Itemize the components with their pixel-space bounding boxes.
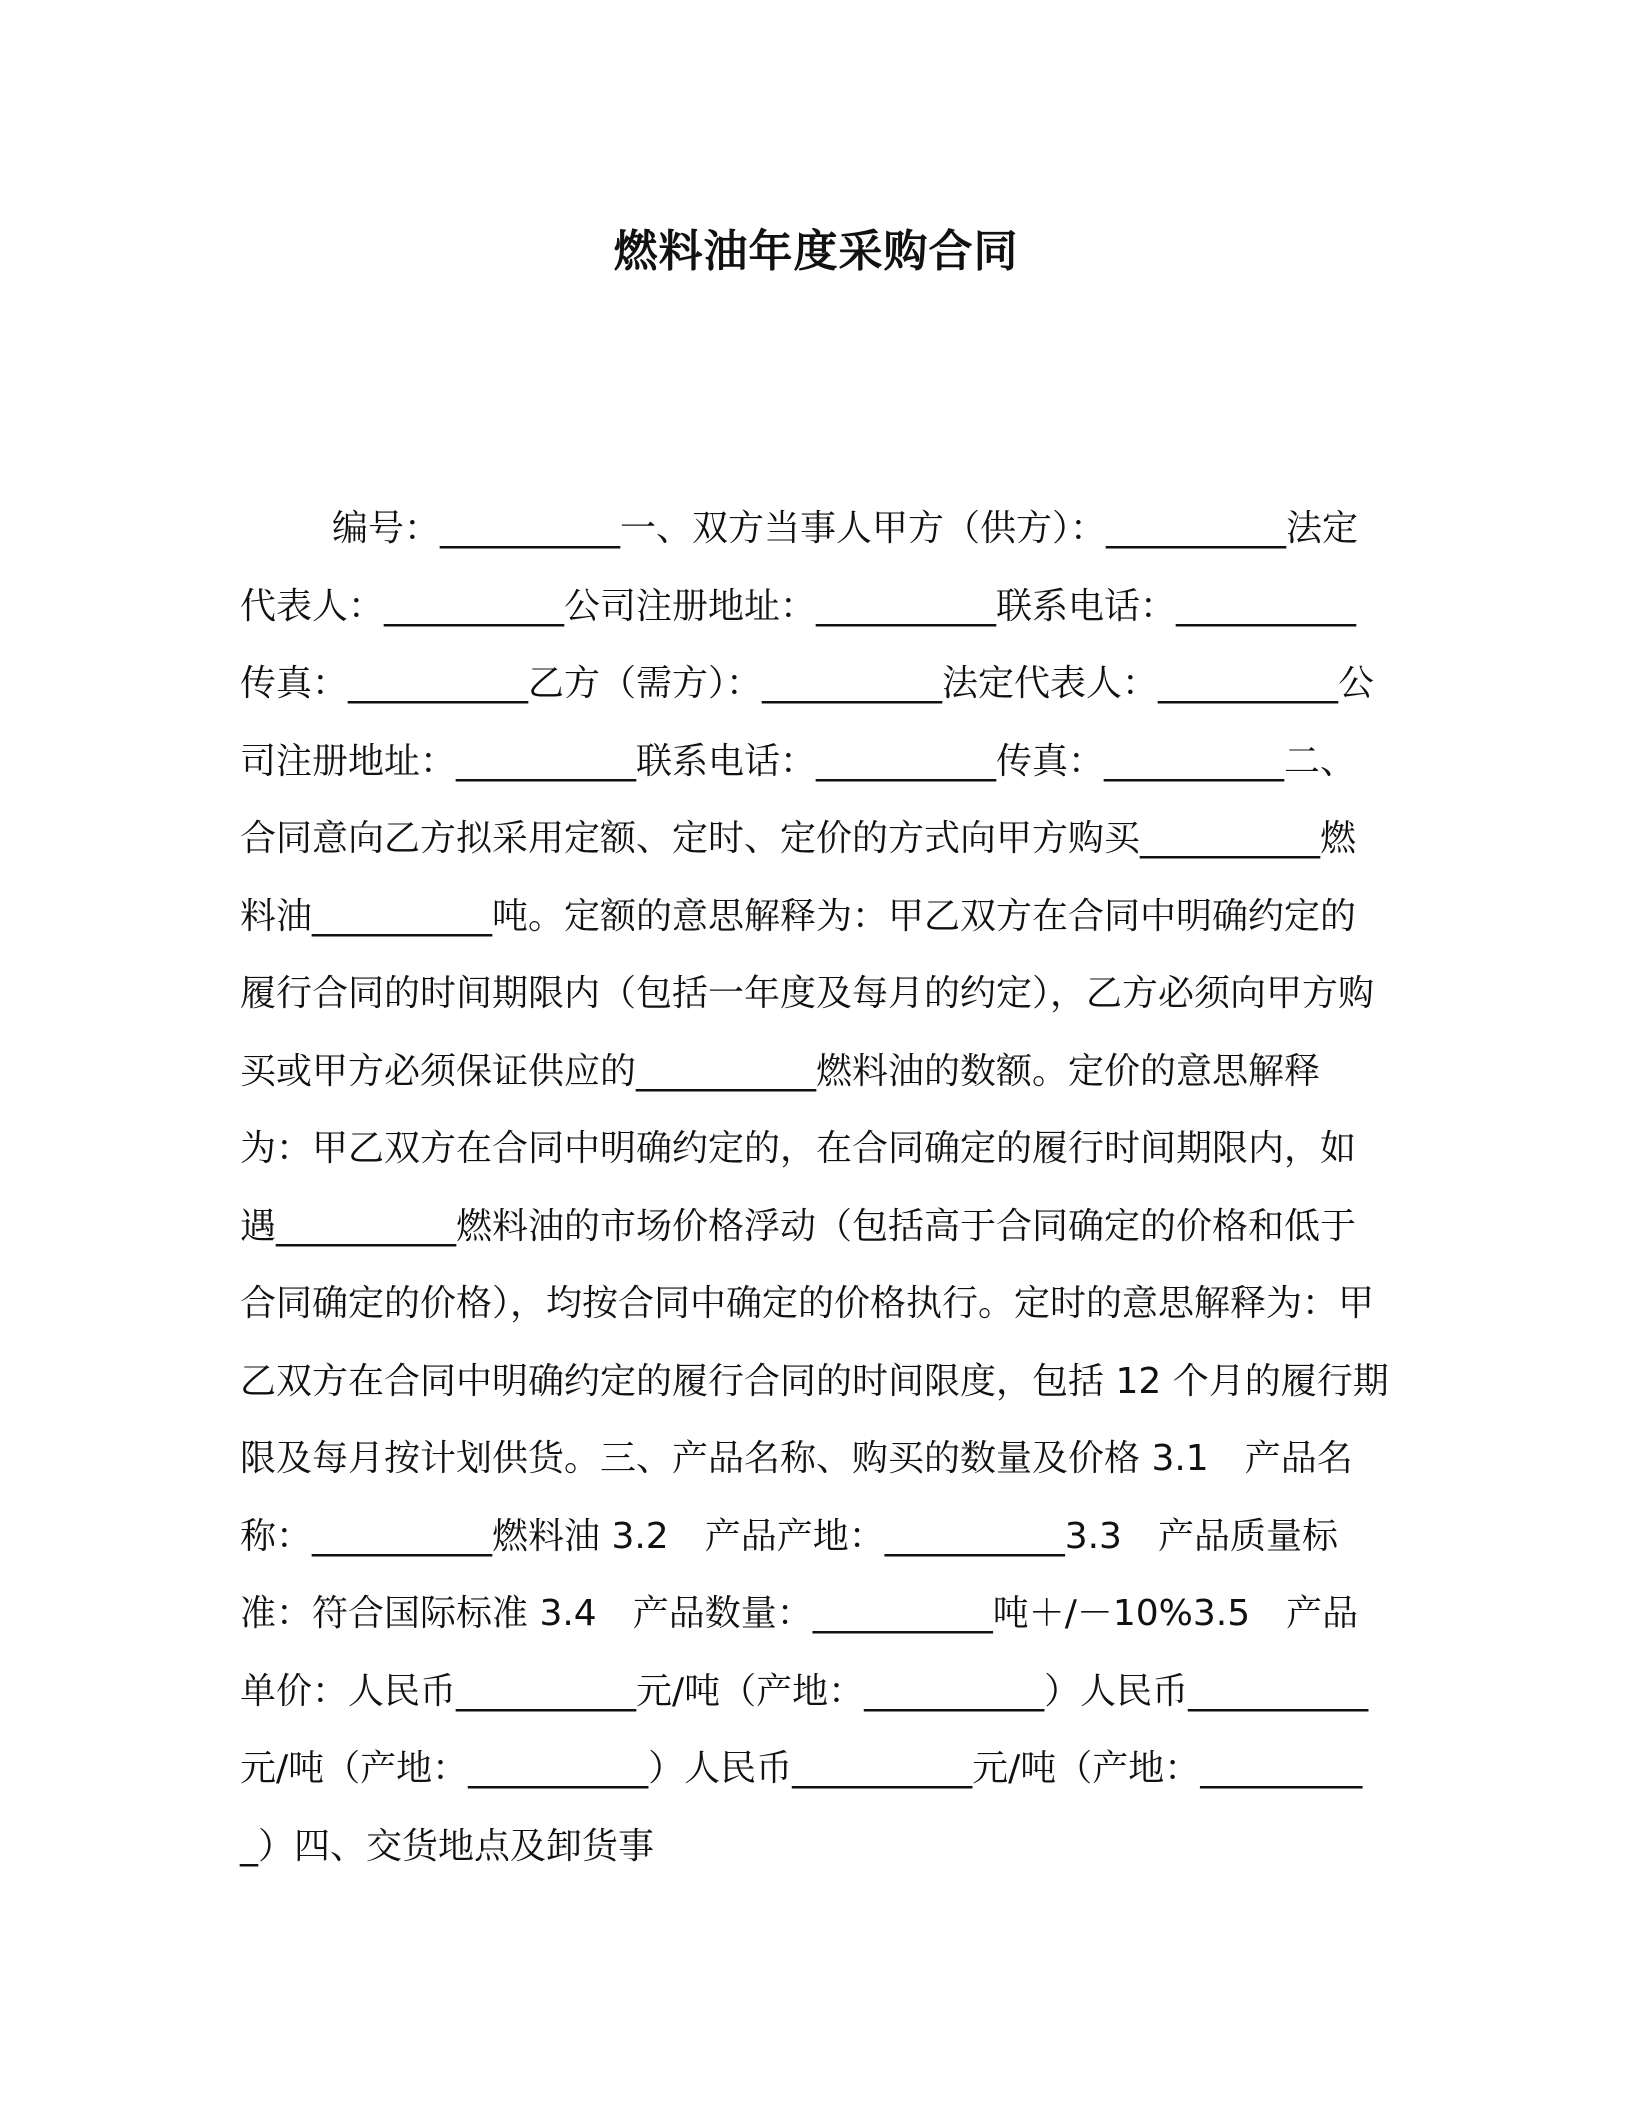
- contract-body-text: 编号：__________一、双方当事人甲方（供方）：__________法定代表人：__________公司注册地址：__________联系电话：__________传真：__________乙方（需方）：__________法定代表人：__________公司注册地址：__________联系电话：__________传真：__________二、合同意向乙方拟采用定额、定时、定价的方式向甲方购买__________燃料油__________吨。定额的意思解释为：甲乙双方在合同中明确约定的履行合同的时间期限内（包括一年度及每月的约定），乙方必须向甲方购买或甲方必须保证供应的__________燃料油的数额。定价的意思解释为：甲乙双方在合同中明确约定的，在合同确定的履行时间期限内，如遇__________燃料油的市场价格浮动（包括高于合同确定的价格和低于合同确定的价格），均按合同中确定的价格执行。定时的意思解释为：甲乙双方在合同中明确约定的履行合同的时间限度，包括 12 个月的履行期限及每月按计划供货。三、产品名称、购买的数量及价格 3.1 产品名称：__________燃料油 3.2 产品产地：__________3.3 产品质量标准：符合国际标准 3.4 产品数量：__________吨＋/－10%3.5 产品单价：人民币__________元/吨（产地：__________）人民币__________元/吨（产地：__________）人民币__________元/吨（产地：__________）四、交货地点及卸货事: [240, 508, 1389, 1867]
- document-title: 燃料油年度采购合同: [613, 226, 1019, 277]
